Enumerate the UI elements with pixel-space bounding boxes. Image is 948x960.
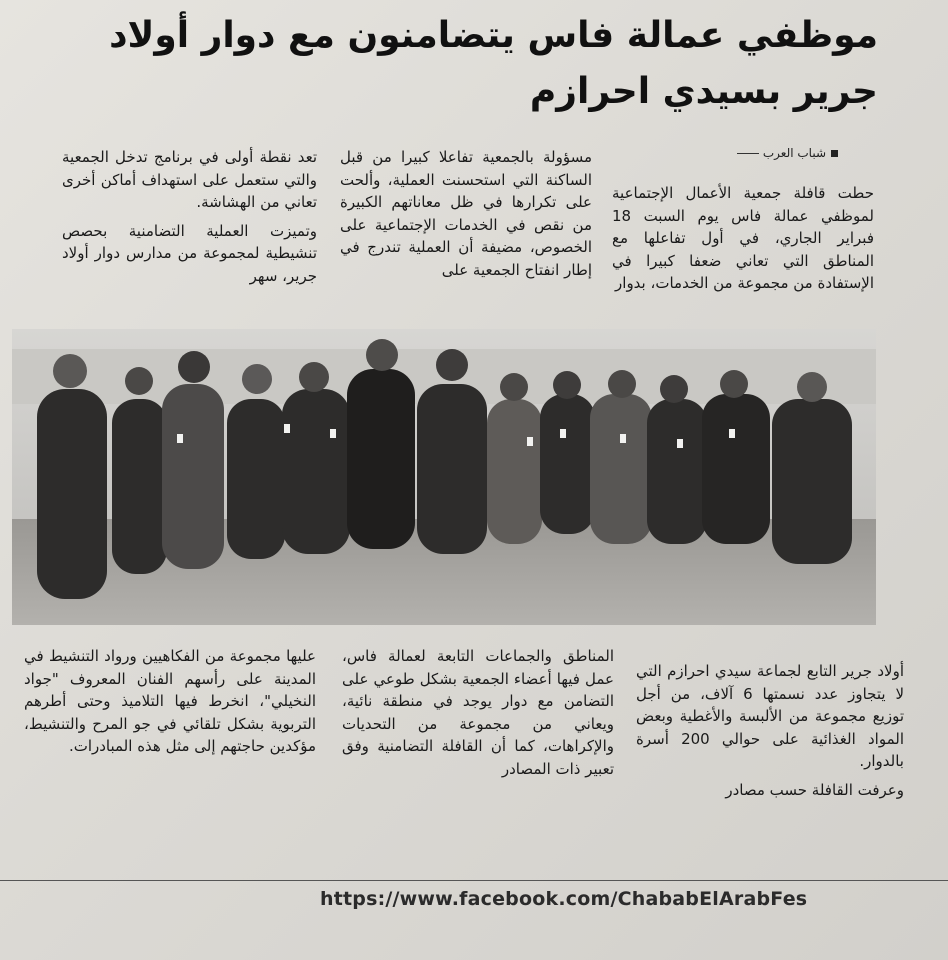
paragraph: وعرفت القافلة حسب مصادر (725, 780, 904, 799)
byline-text: شباب العرب (762, 146, 826, 160)
paragraph: حطت قافلة جمعية الأعمال الإجتماعية لموظفي عمالة فاس يوم السبت 18 فبراير الجاري، في أول تفاعلها مع المناطق التي تعاني ضعفا كبيرا في الإستفادة من مجموعة من الخدمات، بدوار (612, 184, 874, 292)
paragraph: مسؤولة بالجمعية تفاعلا كبيرا من قبل الساكنة التي استحسنت العملية، وألحت على تكرارها في ظل معاناتهم الكبيرة من نقص في الخدمات الإجتماعية على الخصوص، مضيفة أن العملية تندرج في إطار انفتاح الجمعية على (340, 148, 592, 279)
facebook-url: https://www.facebook.com/ChababElArabFes (320, 888, 808, 910)
paragraph: أولاد جرير التابع لجماعة سيدي احرازم التي لا يتجاوز عدد نسمتها 6 آلاف، من أجل توزيع مجموعة من الألبسة والأغطية وبعض المواد الغذائية على حوالي 200 أسرة بالدوار. (636, 662, 905, 770)
footer-divider (0, 880, 948, 881)
article-headline: موظفي عمالة فاس يتضامنون مع دوار أولاد جرير بسيدي احرازم (109, 15, 878, 112)
column-right-bottom (636, 660, 904, 807)
paragraph: تعد نقطة أولى في برنامج تدخل الجمعية والتي ستعمل على استهداف أماكن أخرى تعاني من الهشاشة. (62, 148, 317, 211)
group-photo (12, 329, 876, 625)
column-left-bottom (24, 645, 316, 764)
byline (690, 146, 838, 160)
paragraph: عليها مجموعة من الفكاهيين ورواد التنشيط في المدينة على رأسهم الفنان المعروف "جواد النخيلي"، انخرط فيها التلاميذ وحتى أطرهم التربوية بشكل تلقائي في جو المرح والتنشيط، مؤكدين حاجتهم إلى مثل هذه المبادرات. (24, 647, 316, 755)
column-middle-top (340, 146, 592, 287)
column-middle-bottom (342, 645, 614, 786)
column-left-top (62, 146, 317, 293)
paragraph: وتميزت العملية التضامنية بحصص تنشيطية لمجموعة من مدارس دوار أولاد جرير، سهر (62, 221, 317, 285)
byline-dash (737, 153, 759, 154)
column-right-top (612, 182, 874, 301)
paragraph: المناطق والجماعات التابعة لعمالة فاس، عمل فيها أعضاء الجمعية بشكل طوعي على التضامن مع دوار يوجد في منطقة نائية، ويعاني من مجموعة من التحديات والإكراهات، كما أن القافلة التضامنية وفق تعبير ذات المصادر (342, 647, 614, 778)
group-photo-illustration (12, 329, 876, 625)
bullet-square-icon (831, 150, 838, 157)
